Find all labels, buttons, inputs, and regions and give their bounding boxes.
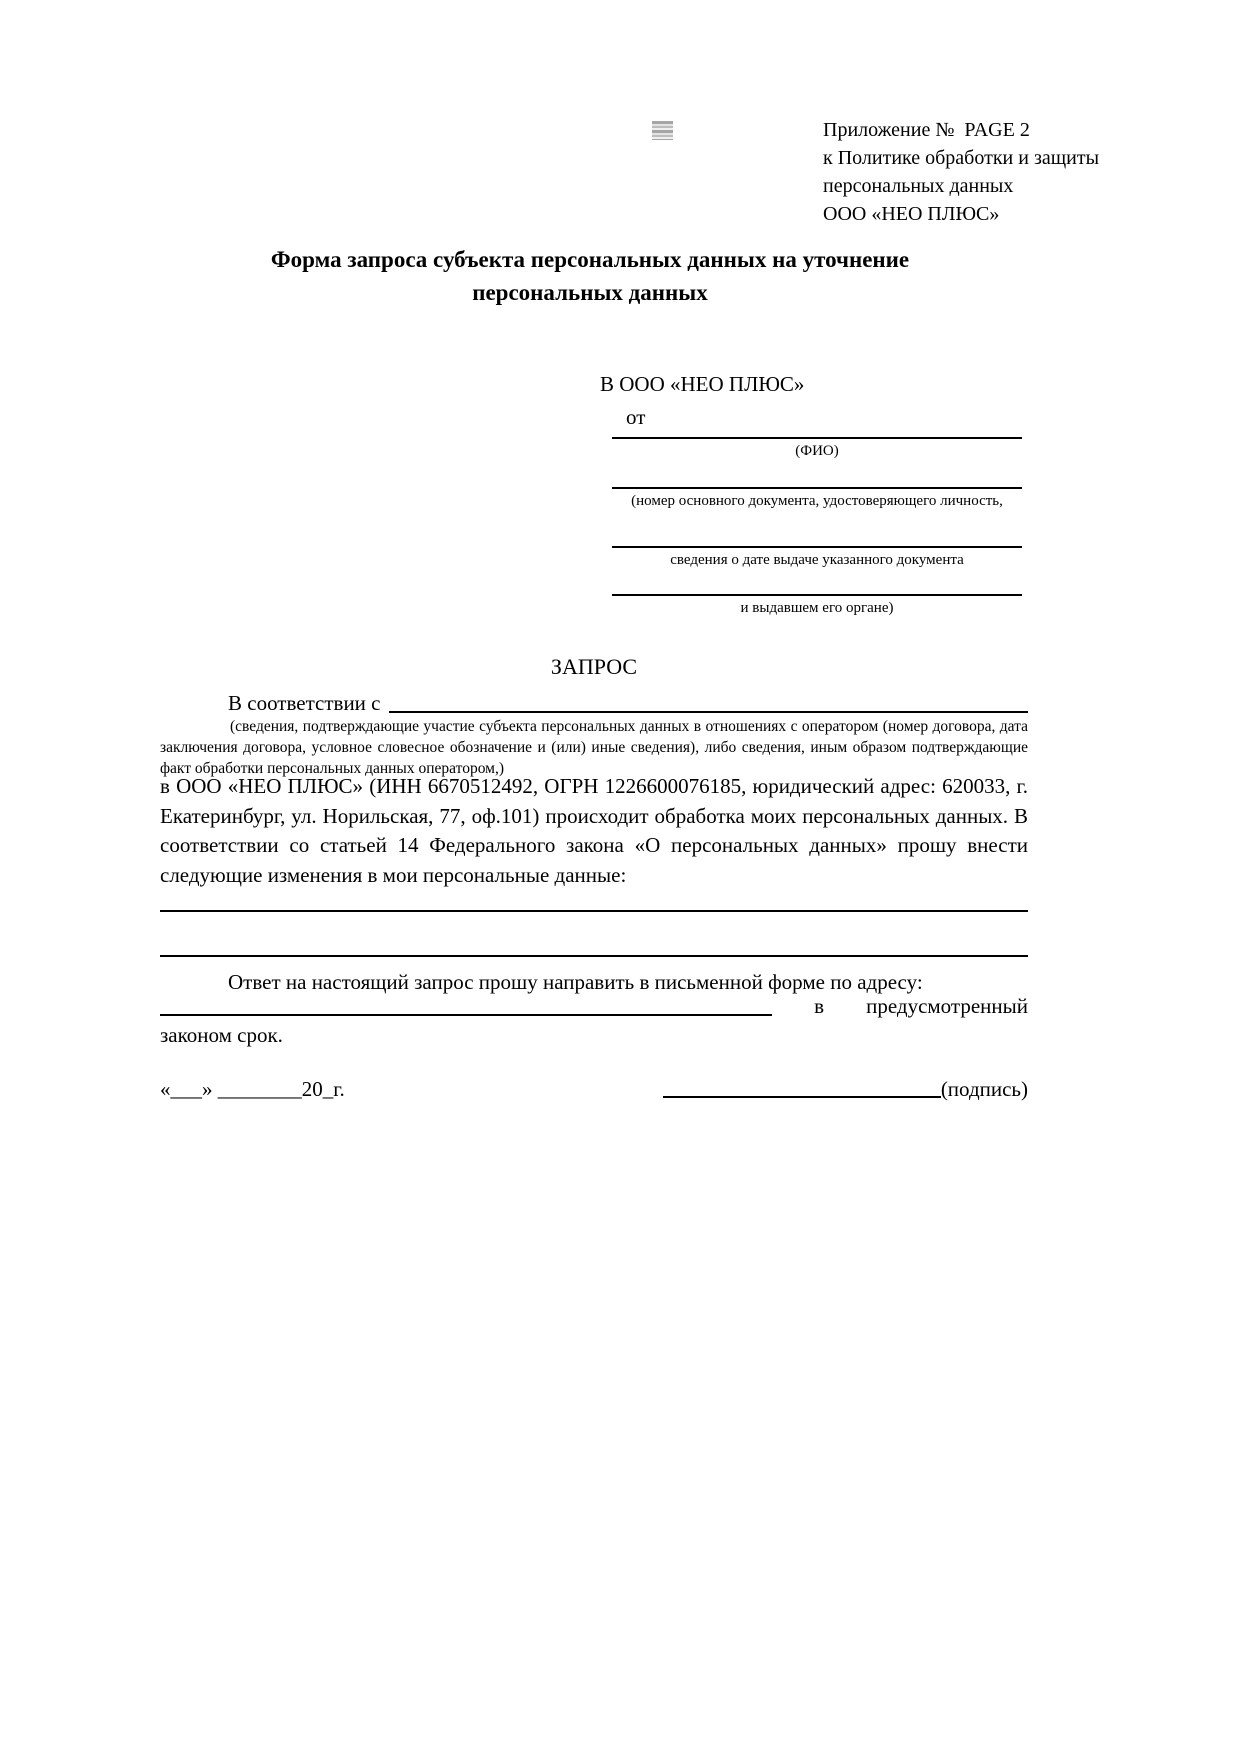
doc-number-field-line[interactable] xyxy=(612,487,1022,489)
signature-field-line[interactable] xyxy=(663,1096,941,1098)
fio-caption: (ФИО) xyxy=(795,443,839,459)
appendix-header xyxy=(823,116,1153,228)
signature-group xyxy=(663,1076,1028,1102)
changes-field-line1[interactable] xyxy=(160,910,1028,912)
from-label: от xyxy=(626,405,646,429)
request-heading: ЗАПРОС xyxy=(550,654,638,679)
appendix-number-line: Приложение № PAGE 2 xyxy=(823,119,1030,141)
response-tail-word1: в xyxy=(814,994,825,1018)
address-field-line[interactable] xyxy=(160,1014,772,1016)
request-intro-prefix: В соответствии с xyxy=(228,691,381,715)
changes-field-block xyxy=(160,910,1028,912)
fio-field xyxy=(612,437,1022,460)
changes-field-line2[interactable] xyxy=(160,955,1028,957)
response-tail-word2: предусмотренный xyxy=(866,994,1028,1018)
issue-org-caption: и выдавшем его органе) xyxy=(740,600,894,616)
issue-date-caption: сведения о дате выдаче указанного документа xyxy=(670,552,964,568)
date-blank[interactable]: «___» ________20_г. xyxy=(160,1077,345,1101)
policy-reference-line1: к Политике обработки и защиты xyxy=(823,147,1100,169)
response-closing-line: законом срок. xyxy=(160,1023,283,1047)
issue-date-field xyxy=(612,546,1022,569)
addressee-company: В ООО «НЕО ПЛЮС» xyxy=(600,372,805,396)
addressee-block xyxy=(600,371,804,430)
document-title xyxy=(150,243,1030,309)
request-intro-row xyxy=(160,690,1028,716)
request-body-paragraph: в ООО «НЕО ПЛЮС» (ИНН 6670512492, ОГРН 1226600076185, юридический адрес: 620033, г. Екатеринбург, ул. Норильская, 77, оф.101) происходит обработка моих персональных данных. В соответствии со статьей 14 Федерального закона «О персональных данных» прошу внести следующие изменения в мои персональные данные: xyxy=(160,774,1028,887)
signature-caption: (подпись) xyxy=(940,1077,1028,1101)
policy-reference-line2: персональных данных xyxy=(823,175,1014,197)
doc-number-caption: (номер основного документа, удостоверяющего личность, xyxy=(631,493,1003,509)
doc-number-field xyxy=(612,487,1022,510)
field-code-artifact-icon xyxy=(652,121,673,140)
response-address-row xyxy=(160,993,1028,1019)
basis-fine-print: (сведения, подтверждающие участие субъекта персональных данных в отношениях с оператором (номер договора, дата заключения договора, условное словесное обозначение и (или) иные сведения), либо сведения, иным образом подтверждающие факт обработки персональных данных оператором,) xyxy=(160,718,1028,777)
issue-date-field-line[interactable] xyxy=(612,546,1022,548)
signature-row xyxy=(160,1076,1028,1102)
changes-field-block2 xyxy=(160,955,1028,957)
response-request-line: Ответ на настоящий запрос прошу направить в письменной форме по адресу: xyxy=(228,970,923,994)
issue-org-field-line[interactable] xyxy=(612,594,1022,596)
issue-org-field xyxy=(612,594,1022,617)
document-title-line2: персональных данных xyxy=(472,280,708,305)
company-name: ООО «НЕО ПЛЮС» xyxy=(823,203,1000,225)
basis-field-line[interactable] xyxy=(389,690,1029,713)
fio-field-line[interactable] xyxy=(612,437,1022,439)
document-title-line1: Форма запроса субъекта персональных данных на уточнение xyxy=(270,247,910,272)
